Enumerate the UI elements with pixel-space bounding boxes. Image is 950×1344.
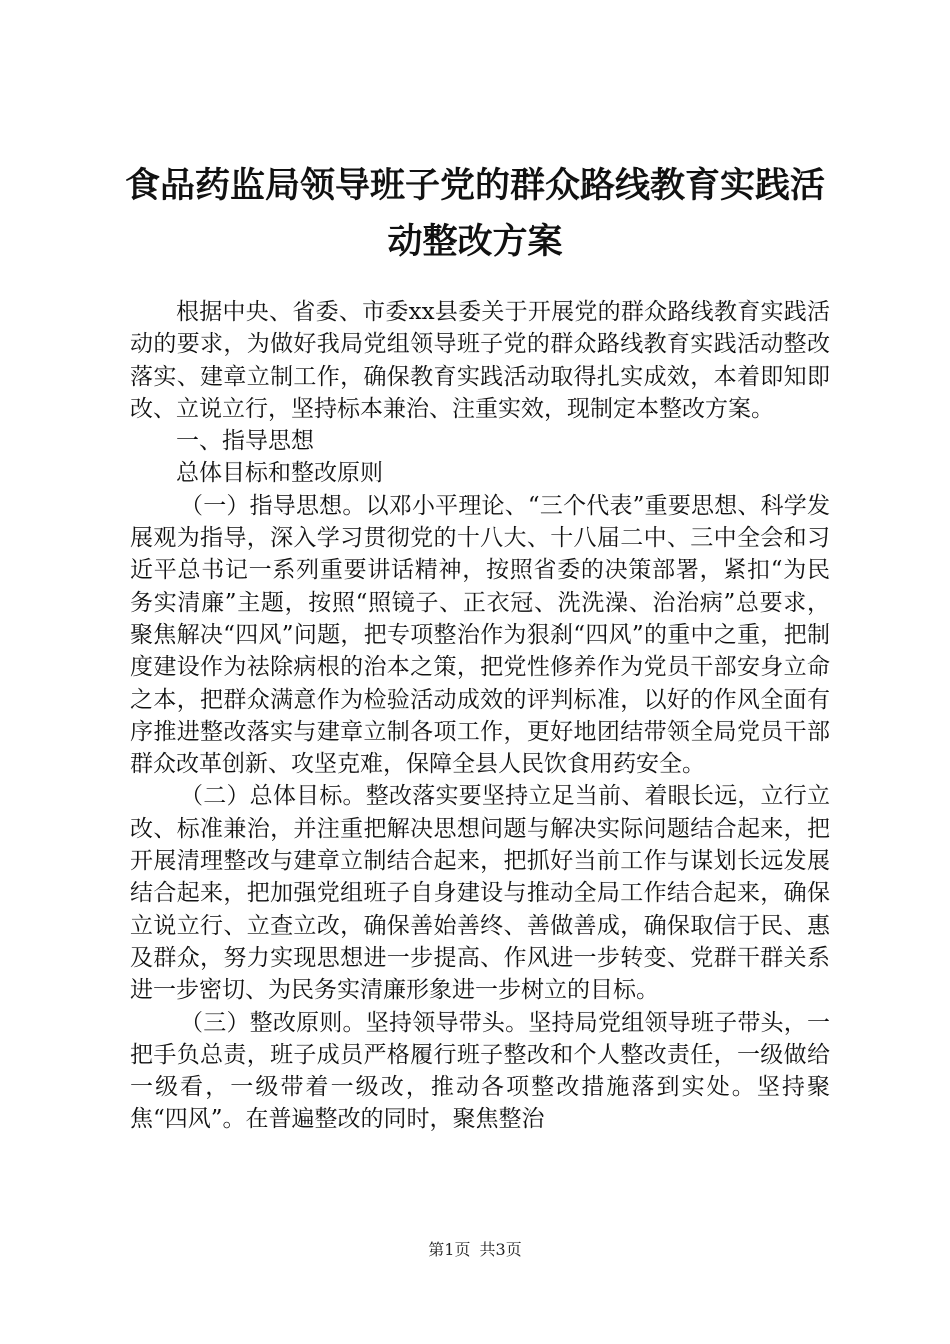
intro-paragraph: 根据中央、省委、市委xx县委关于开展党的群众路线教育实践活动的要求，为做好我局党组领导班子党的群众路线教育实践活动整改落实、建章立制工作，确保教育实践活动取得扎实成效，本着即知即改、立说立行，坚持标本兼治、注重实效，现制定本整改方案。 [130, 299, 830, 422]
paragraph-overall-goal: （二）总体目标。整改落实要坚持立足当前、着眼长远，立行立改、标准兼治，并注重把解决思想问题与解决实际问题结合起来，把开展清理整改与建章立制结合起来，把抓好当前工作与谋划长远发展结合起来，把加强党组班子自身建设与推动全局工作结合起来，确保立说立行、立查立改，确保善始善终、善做善成，确保取信于民、惠及群众，努力实现思想进一步提高、作风进一步转变、党群干群关系进一步密切、为民务实清廉形象进一步树立的目标。 [130, 783, 830, 1004]
paragraph-rectification-principles: （三）整改原则。坚持领导带头。坚持局党组领导班子带头，一把手负总责，班子成员严格履行班子整改和个人整改责任，一级做给一级看，一级带着一级改，推动各项整改措施落到实处。坚持聚焦“四风”。在普遍整改的同时，聚焦整治 [130, 1009, 830, 1133]
page-number: 第1页 [428, 1240, 471, 1259]
section-subheading-goals-principles: 总体目标和整改原则 [176, 460, 383, 487]
section-heading-guiding-ideology: 一、指导思想 [176, 428, 314, 455]
document-body [130, 296, 830, 1136]
paragraph-guiding-ideology: （一）指导思想。以邓小平理论、“三个代表”重要思想、科学发展观为指导，深入学习贯彻党的十八大、十八届二中、三中全会和习近平总书记一系列重要讲话精神，按照省委的决策部署，紧扣“为民务实清廉”主题，按照“照镜子、正衣冠、洗洗澡、治治病”总要求，聚焦解决“四风”问题，把专项整治作为狠刹“四风”的重中之重，把制度建设作为祛除病根的治本之策，把党性修养作为党员干部安身立命之本，把群众满意作为检验活动成效的评判标准，以好的作风全面有序推进整改落实与建章立制各项工作，更好地团结带领全局党员干部群众改革创新、攻坚克难，保障全县人民饮食用药安全。 [130, 492, 830, 778]
page-footer [0, 1240, 950, 1260]
document-title: 食品药监局领导班子党的群众路线教育实践活动整改方案 [124, 165, 825, 262]
page-total: 共3页 [479, 1240, 522, 1259]
